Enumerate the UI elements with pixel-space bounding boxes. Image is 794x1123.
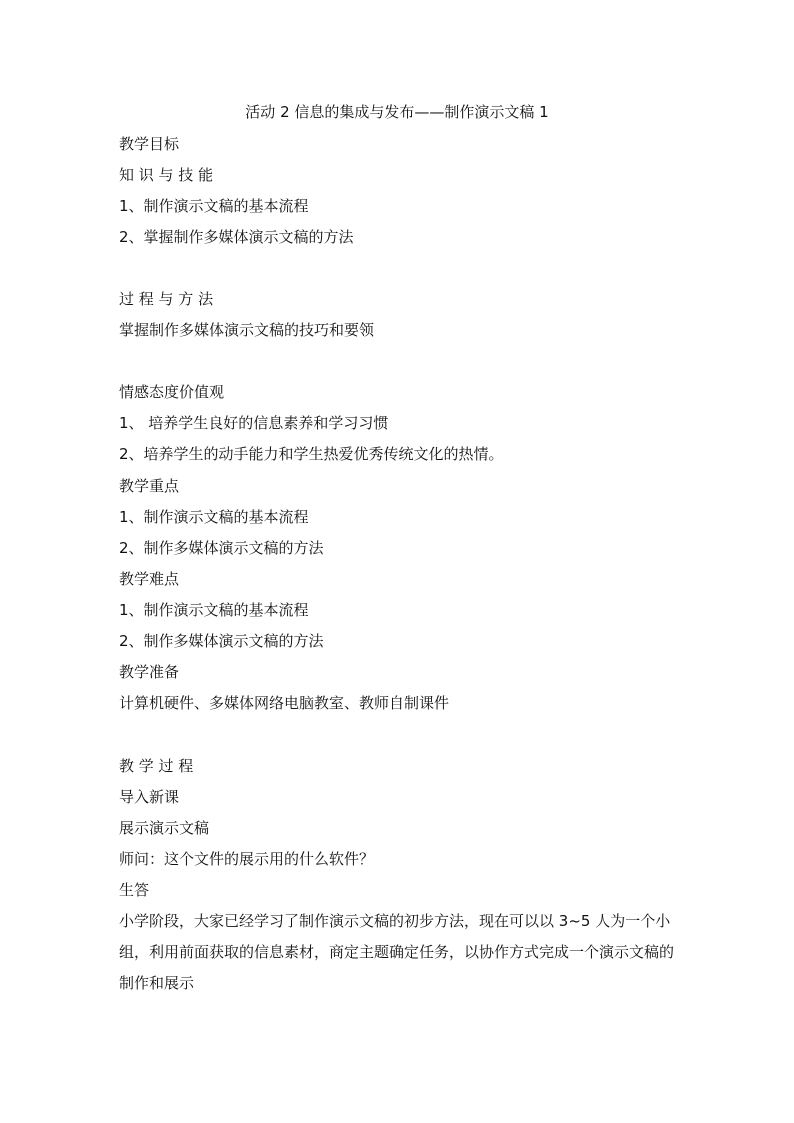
paragraph-line: 掌握制作多媒体演示文稿的技巧和要领 bbox=[119, 321, 375, 339]
paragraph-line: 计算机硬件、多媒体网络电脑教室、教师自制课件 bbox=[119, 694, 450, 712]
subheading-process-method: 过 程 与 方 法 bbox=[119, 290, 214, 308]
section-heading-process: 教 学 过 程 bbox=[119, 757, 194, 775]
paragraph-line: 导入新课 bbox=[119, 788, 180, 806]
closing-paragraph: 小学阶段，大家已经学习了制作演示文稿的初步方法，现在可以以 3~5 人为一个小组，利用前面获取的信息素材，商定主题确定任务，以协作方式完成一个演示文稿的制作和展示 bbox=[119, 912, 675, 992]
document-title: 活动 2 信息的集成与发布——制作演示文稿 1 bbox=[245, 103, 549, 121]
list-item: 1、 培养学生良好的信息素养和学习习惯 bbox=[119, 414, 389, 432]
paragraph-line: 展示演示文稿 bbox=[119, 819, 210, 837]
section-heading-objectives: 教学目标 bbox=[119, 135, 180, 153]
list-item: 2、制作多媒体演示文稿的方法 bbox=[119, 539, 324, 557]
section-heading-preparation: 教学准备 bbox=[119, 663, 180, 681]
section-heading-key-points: 教学重点 bbox=[119, 477, 180, 495]
list-item: 1、制作演示文稿的基本流程 bbox=[119, 508, 309, 526]
subheading-knowledge-skills: 知 识 与 技 能 bbox=[119, 166, 214, 184]
list-item: 1、制作演示文稿的基本流程 bbox=[119, 601, 309, 619]
list-item: 2、制作多媒体演示文稿的方法 bbox=[119, 632, 324, 650]
list-item: 1、制作演示文稿的基本流程 bbox=[119, 197, 309, 215]
list-item: 2、培养学生的动手能力和学生热爱优秀传统文化的热情。 bbox=[119, 445, 504, 463]
section-heading-difficulties: 教学难点 bbox=[119, 570, 180, 588]
paragraph-line: 生答 bbox=[119, 881, 150, 899]
subheading-values: 情感态度价值观 bbox=[119, 383, 225, 401]
list-item: 2、掌握制作多媒体演示文稿的方法 bbox=[119, 228, 354, 246]
paragraph-line: 师问：这个文件的展示用的什么软件？ bbox=[119, 850, 375, 868]
